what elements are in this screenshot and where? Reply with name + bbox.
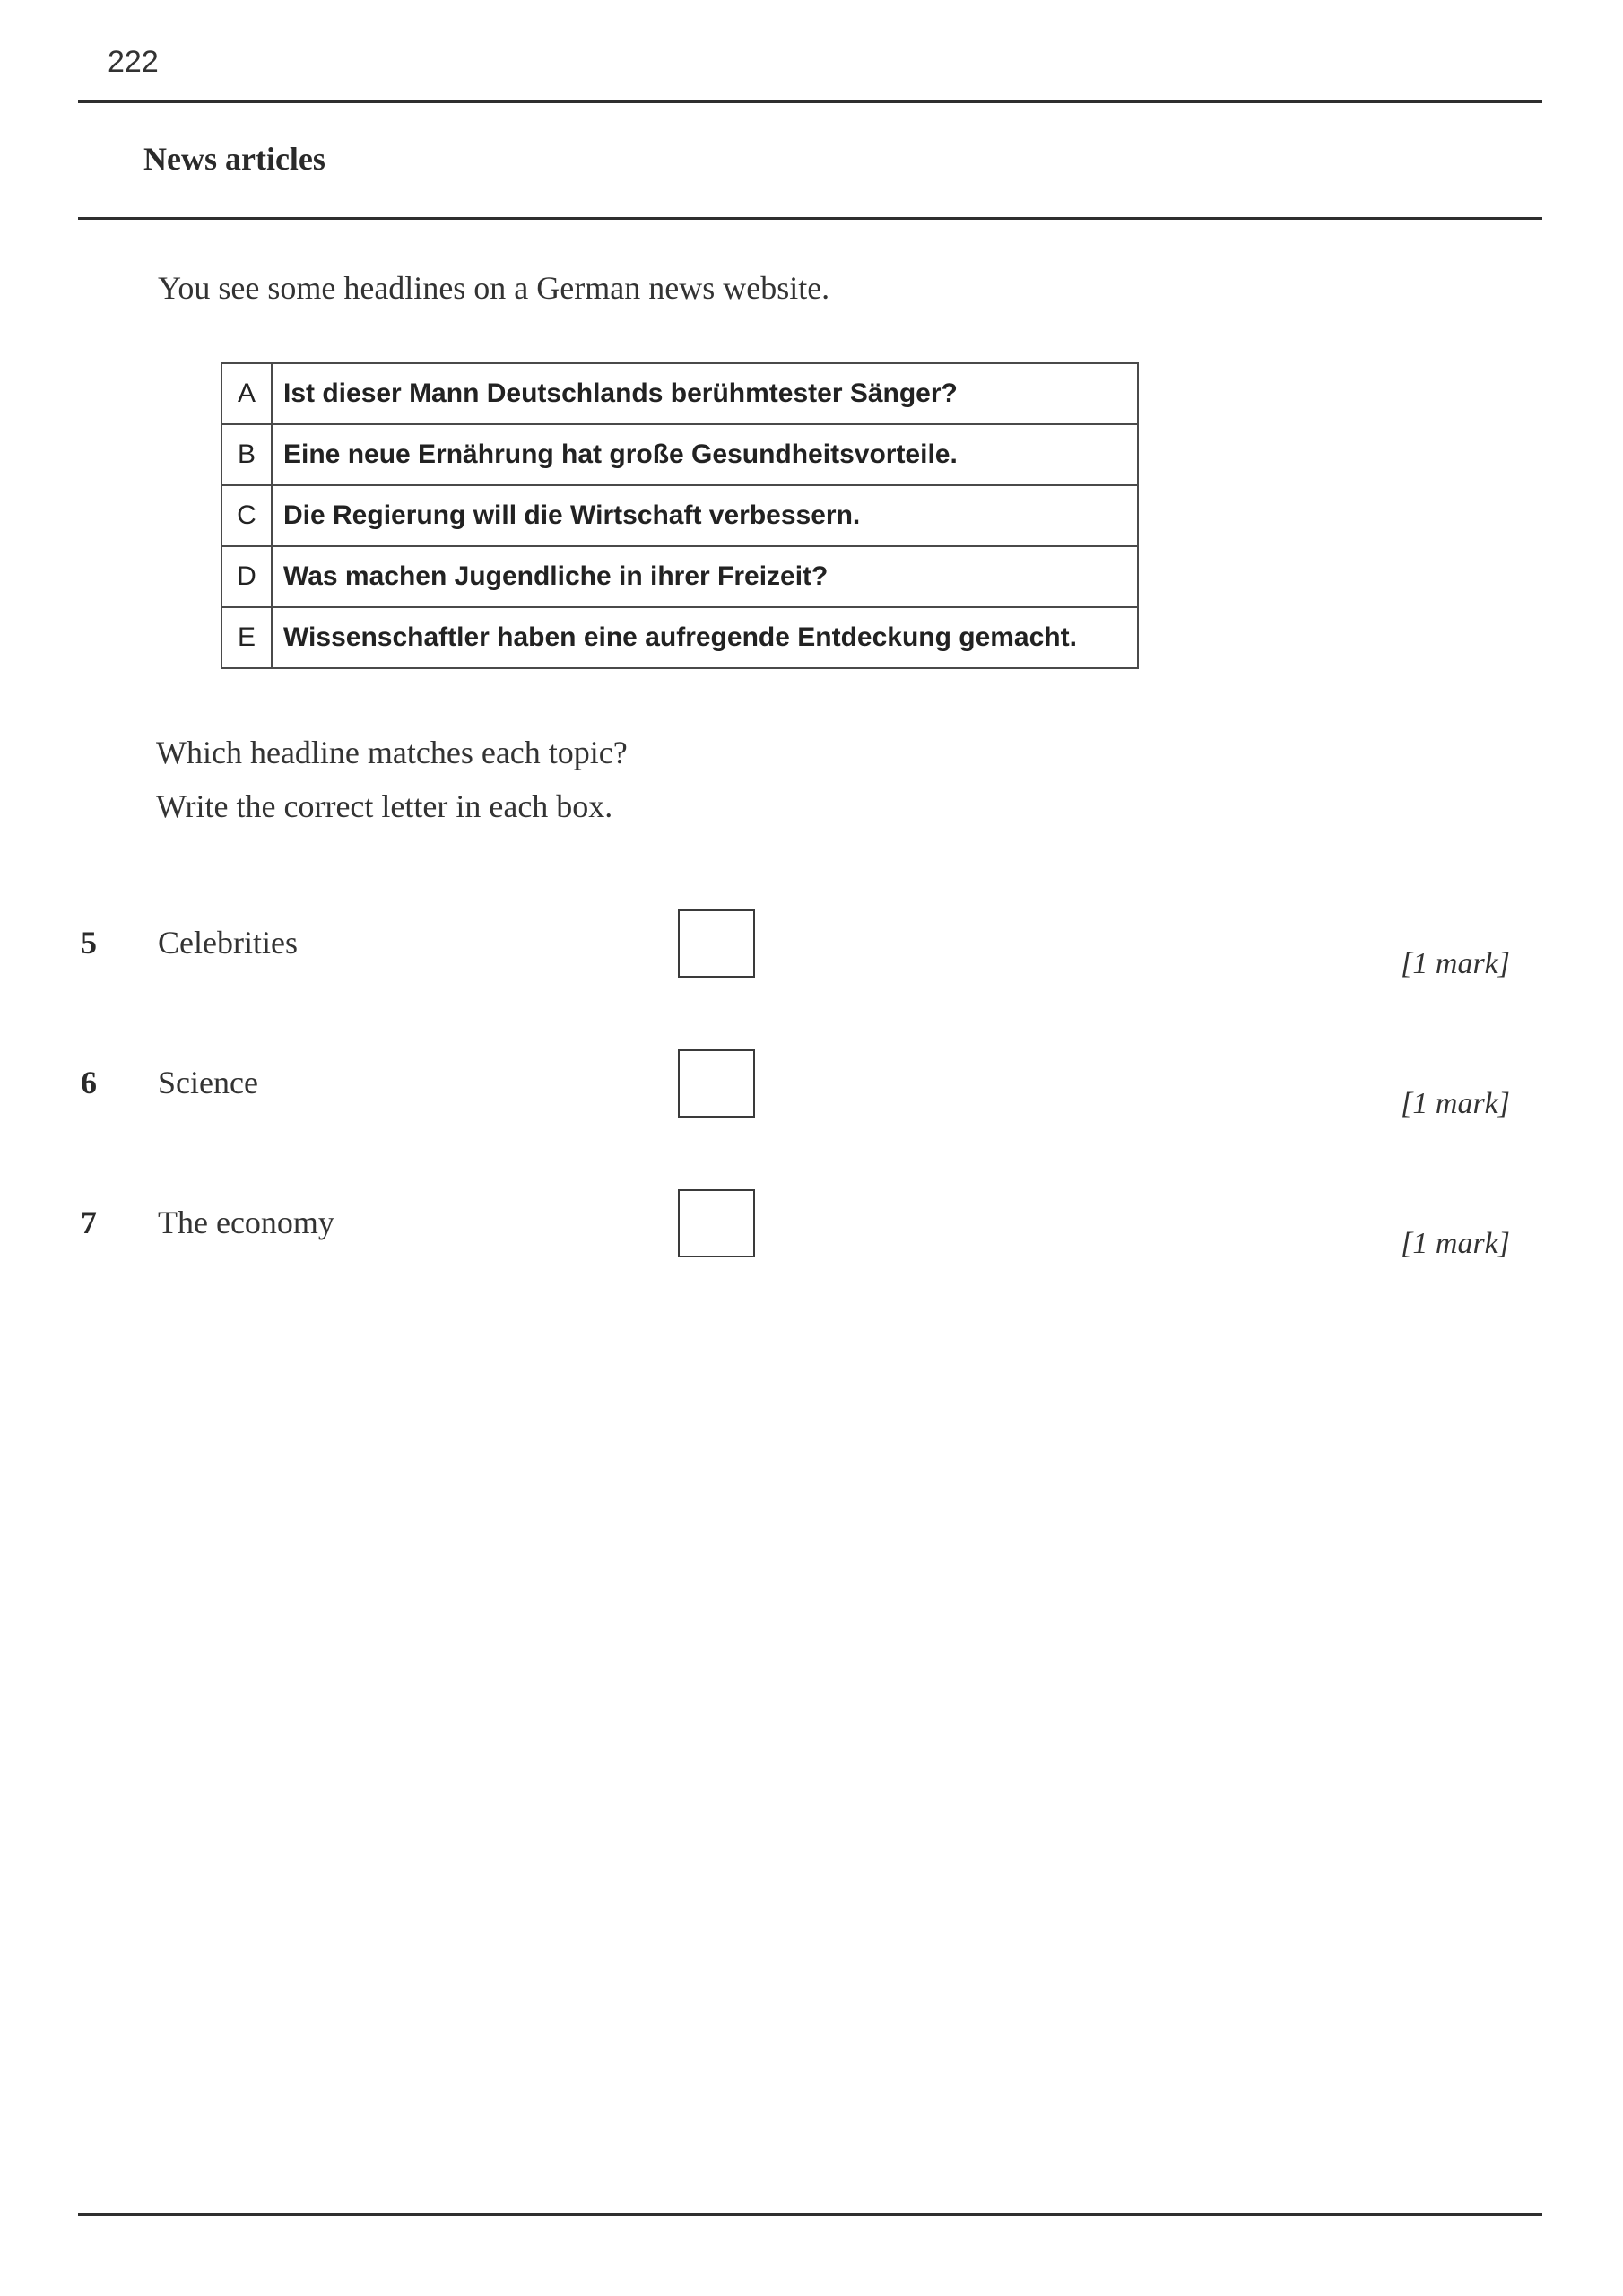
section-title: News articles [143, 141, 325, 177]
headline-row [221, 424, 1138, 485]
footer-rule [78, 2213, 1542, 2216]
headline-text: Eine neue Ernährung hat große Gesundheitsvorteile. [272, 424, 1138, 485]
section-rule [78, 217, 1542, 220]
question-text: Which headline matches each topic? [156, 735, 628, 770]
mark-allocation: [1 mark] [1401, 947, 1510, 980]
page-number: 222 [108, 45, 159, 79]
question-item-7 [0, 1186, 1623, 1266]
headline-text: Ist dieser Mann Deutschlands berühmtester Sänger? [272, 363, 1138, 424]
headline-letter: C [221, 485, 272, 546]
answer-box[interactable] [678, 1189, 755, 1257]
headline-letter: A [221, 363, 272, 424]
intro-text: You see some headlines on a German news website. [158, 270, 830, 306]
headline-row [221, 607, 1138, 668]
headline-text: Die Regierung will die Wirtschaft verbessern. [272, 485, 1138, 546]
question-topic: Celebrities [158, 925, 298, 961]
answer-box[interactable] [678, 1049, 755, 1118]
question-item-5 [0, 906, 1623, 987]
headline-text: Wissenschaftler haben eine aufregende Entdeckung gemacht. [272, 607, 1138, 668]
headline-text: Was machen Jugendliche in ihrer Freizeit? [272, 546, 1138, 607]
headline-row [221, 363, 1138, 424]
mark-allocation: [1 mark] [1401, 1227, 1510, 1260]
answer-box[interactable] [678, 909, 755, 978]
header-rule [78, 100, 1542, 103]
headline-letter: E [221, 607, 272, 668]
headline-row [221, 546, 1138, 607]
question-item-6 [0, 1046, 1623, 1126]
question-number: 7 [81, 1205, 97, 1240]
headline-row [221, 485, 1138, 546]
mark-allocation: [1 mark] [1401, 1087, 1510, 1120]
question-topic: Science [158, 1065, 258, 1100]
instruction-text: Write the correct letter in each box. [156, 788, 613, 824]
headline-letter: B [221, 424, 272, 485]
question-number: 6 [81, 1065, 97, 1100]
question-number: 5 [81, 925, 97, 961]
question-topic: The economy [158, 1205, 334, 1240]
headlines-table [221, 362, 1139, 669]
headline-letter: D [221, 546, 272, 607]
